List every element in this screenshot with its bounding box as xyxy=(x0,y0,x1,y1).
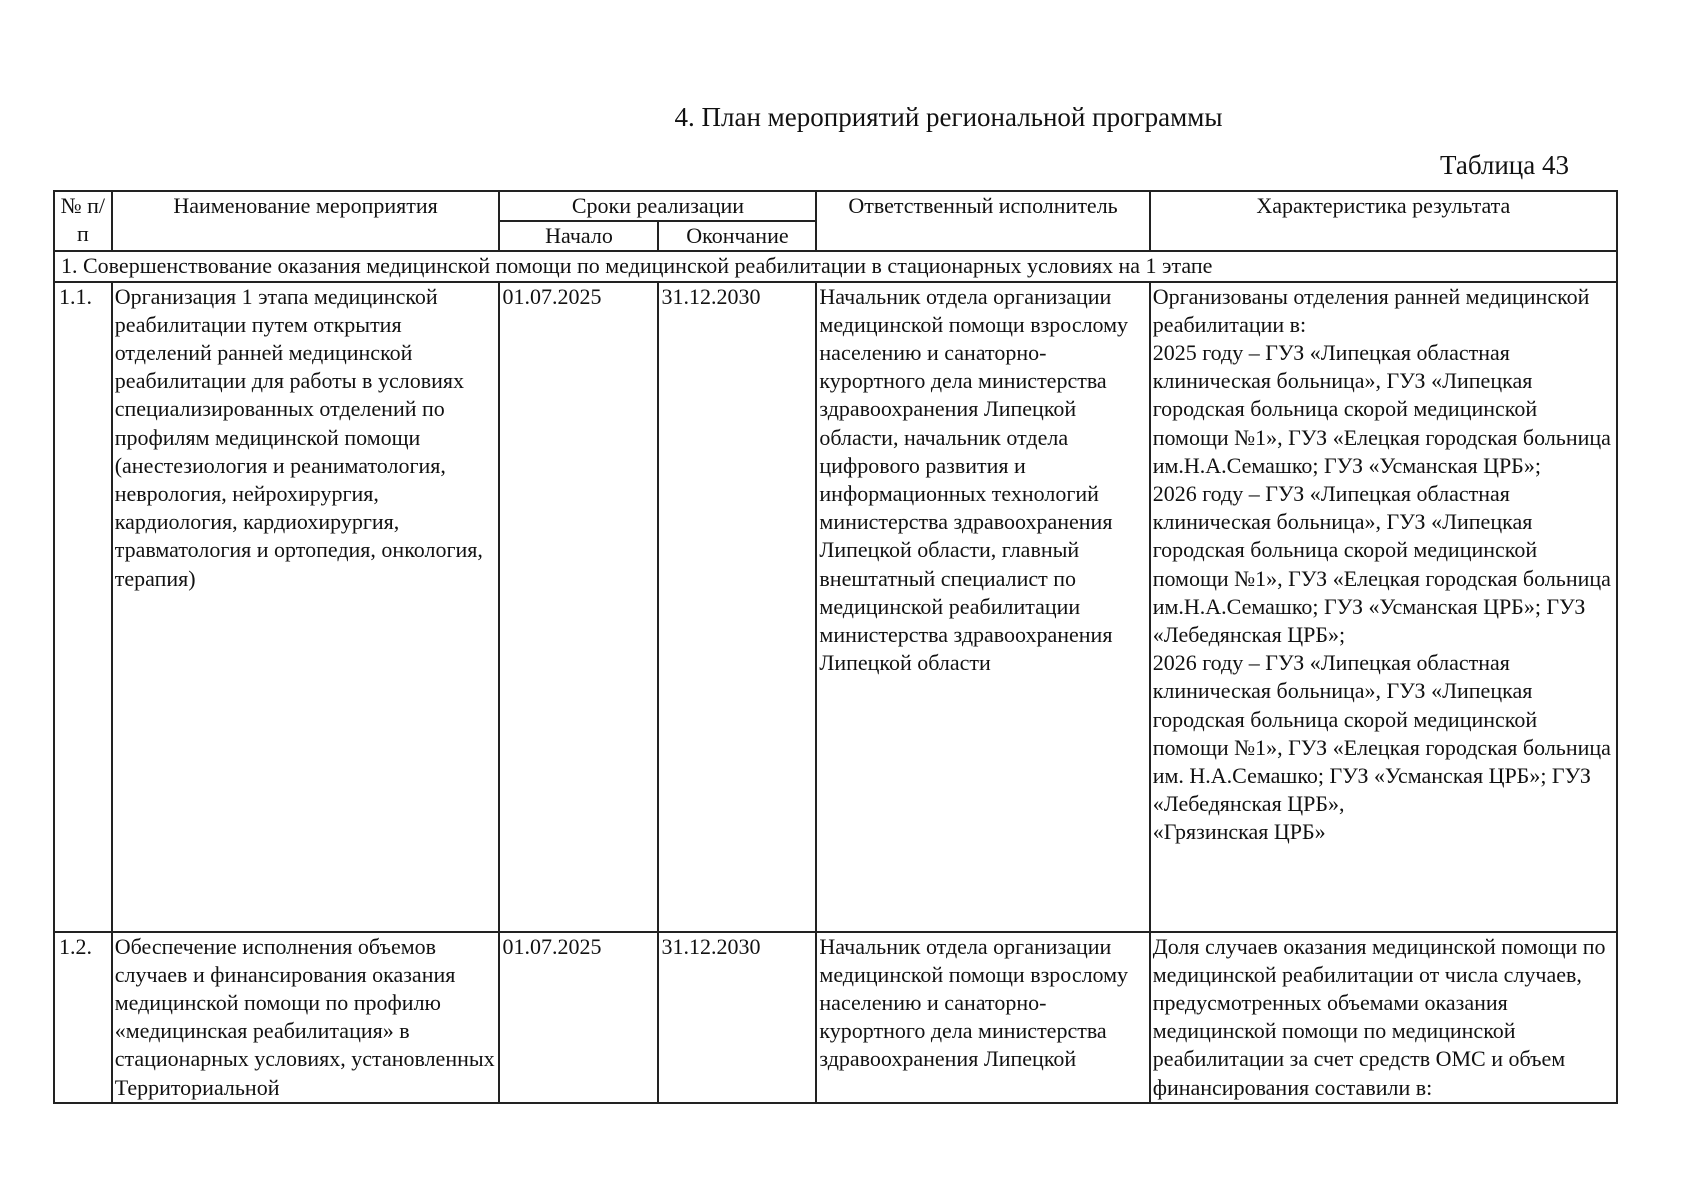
plan-table xyxy=(53,190,1618,1104)
row-start: 01.07.2025 xyxy=(499,282,658,932)
table-header-row xyxy=(54,191,1617,221)
header-end: Окончание xyxy=(658,221,816,251)
header-result: Характеристика результата xyxy=(1150,191,1617,251)
row-name: Обеспечение исполнения объемов случаев и финансирования оказания медицинской помощи по профилю «медицинская реабилитация» в стационарных условиях, установленных Территориальной xyxy=(112,932,500,1103)
section-title: 1. Совершенствование оказания медицинской помощи по медицинской реабилитации в стационарных условиях на 1 этапе xyxy=(54,251,1617,281)
row-num: 1.2. xyxy=(54,932,112,1103)
row-responsible: Начальник отдела организации медицинской помощи взрослому населению и санаторно-курортного дела министерства здравоохранения Липецкой xyxy=(816,932,1149,1103)
row-num: 1.1. xyxy=(54,282,112,932)
document-title xyxy=(0,102,1697,133)
header-num: № п/п xyxy=(54,191,112,251)
header-start: Начало xyxy=(499,221,658,251)
document-title-text: 4. План мероприятий региональной программы xyxy=(674,102,1223,132)
table-caption: Таблица 43 xyxy=(1440,150,1569,180)
section-row xyxy=(54,251,1617,281)
row-result: Доля случаев оказания медицинской помощи по медицинской реабилитации от числа случаев, предусмотренных объемами оказания медицинской помощи по медицинской реабилитации за счет средств ОМС и объем финансирования составили в: xyxy=(1150,932,1617,1103)
table-row xyxy=(54,282,1617,932)
row-start: 01.07.2025 xyxy=(499,932,658,1103)
row-result: Организованы отделения ранней медицинской реабилитации в: 2025 году – ГУЗ «Липецкая областная клиническая больница», ГУЗ «Липецкая городская больница скорой медицинской помощи №1», ГУЗ «Елецкая городская больница им.Н.А.Семашко; ГУЗ «Усманская ЦРБ»; 2026 году – ГУЗ «Липецкая областная клиническая больница», ГУЗ «Липецкая городская больница скорой медицинской помощи №1», ГУЗ «Елецкая городская больница им.Н.А.Семашко; ГУЗ «Усманская ЦРБ»; ГУЗ «Лебедянская ЦРБ»; 2026 году – ГУЗ «Липецкая областная клиническая больница», ГУЗ «Липецкая городская больница скорой медицинской помощи №1», ГУЗ «Елецкая городская больница им. Н.А.Семашко; ГУЗ «Усманская ЦРБ»; ГУЗ «Лебедянская ЦРБ», «Грязинская ЦРБ» xyxy=(1150,282,1617,932)
row-responsible: Начальник отдела организации медицинской помощи взрослому населению и санаторно-курортного дела министерства здравоохранения Липецкой области, начальник отдела цифрового развития и информационных технологий министерства здравоохранения Липецкой области, главный внештатный специалист по медицинской реабилитации министерства здравоохранения Липецкой области xyxy=(816,282,1149,932)
table-row xyxy=(54,932,1617,1103)
row-name: Организация 1 этапа медицинской реабилитации путем открытия отделений ранней медицинской реабилитации для работы в условиях специализированных отделений по профилям медицинской помощи (анестезиология и реаниматология, неврология, нейрохирургия, кардиология, кардиохирургия, травматология и ортопедия, онкология, терапия) xyxy=(112,282,500,932)
header-responsible: Ответственный исполнитель xyxy=(816,191,1149,251)
row-end: 31.12.2030 xyxy=(658,932,816,1103)
header-terms: Сроки реализации xyxy=(499,191,816,221)
header-name: Наименование мероприятия xyxy=(112,191,500,251)
row-end: 31.12.2030 xyxy=(658,282,816,932)
